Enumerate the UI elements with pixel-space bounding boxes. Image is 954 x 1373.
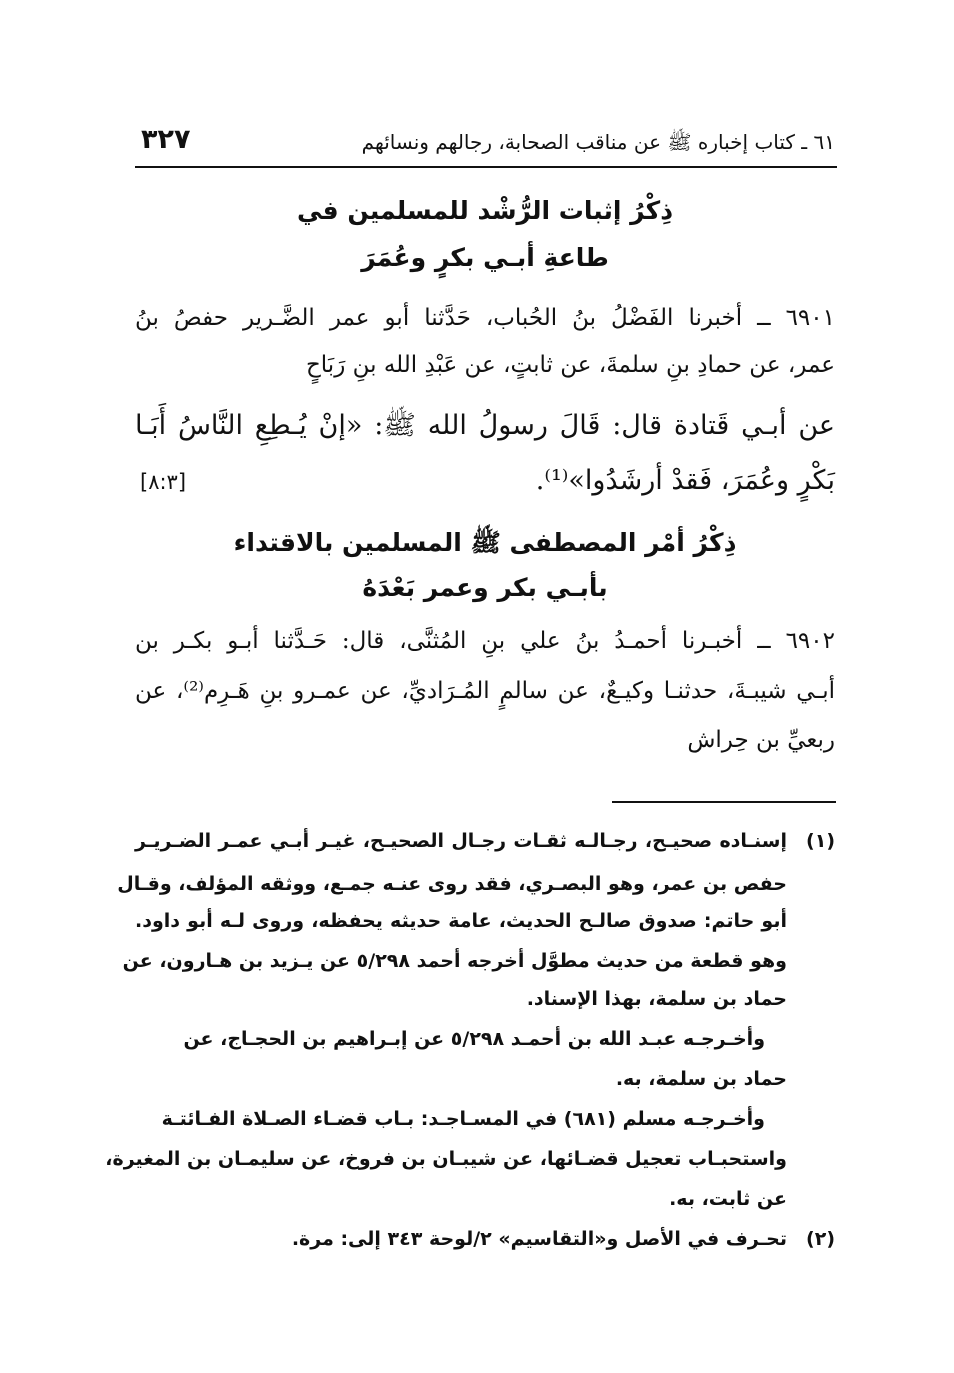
section-heading-2b: بأبـي بكر وعمر بَعْدَهُ <box>362 573 608 602</box>
footnote-1-para3-line3: عن ثابت، به. <box>669 1188 787 1210</box>
page-header <box>135 118 835 168</box>
hadith-6902-isnad-line3: ربعيِّ بن حِراش <box>687 727 835 753</box>
footnote-1-para3-line2: واستحبـاب تعجيل قضـائها، عن شيبـان بن فروخ، عن سليمـان بن المغيرة، <box>105 1148 787 1170</box>
footnote-1-marker: (١) <box>806 830 835 852</box>
hadith-6901-isnad-line2: عمر، عن حمادِ بنِ سلمةَ، عن ثابتٍ، عن عَبْدِ الله بنِ رَبَاحٍ <box>305 352 835 378</box>
hadith-6901-isnad-line1: ٦٩٠١ ــ أخبرنا الفَضْلُ بنُ الحُباب، حَدَّثنا أبو عمر الضَّـرير حفصُ بنُ <box>135 305 835 331</box>
footnote-1-line1: إسنـاده صحيـح، رجـالـه ثقـات رجـال الصحيـح، غيـر أبـي عمـر الضـريـر <box>135 830 787 852</box>
section-heading-1b: طاعةِ أبـي بكرٍ وعُمَرَ <box>361 243 609 272</box>
footnote-1-para2-line1: وأخـرجـه عبـد الله بن أحمـد ٥/٢٩٨ عن إبـراهيم بن الحجـاج، عن <box>183 1028 765 1050</box>
header-divider <box>135 166 837 168</box>
footnote-2-marker: (٢) <box>806 1228 835 1250</box>
hadith-6902-isnad-line1: ٦٩٠٢ ــ أخبـرنا أحمـدُ بنُ علي بنِ المُثنَّى، قال: حَـدَّثنا أبـو بكـر بن <box>135 628 835 654</box>
hadith-6901-matn-line2: بَكْرٍ وعُمَرَ، فَقدْ أرشَدُوا»⁽¹⁾. <box>535 465 835 496</box>
footnote-divider <box>612 801 836 803</box>
footnote-1-para2-line2: حماد بن سلمة، به. <box>615 1068 787 1090</box>
page-number: ٣٢٧ <box>141 124 191 155</box>
section-heading-1a: ذِكْرُ إثبات الرُّشْد للمسلمين في <box>296 196 674 225</box>
hadith-6901-matn-line1: عن أبـي قَتادة قال: قَالَ رسولُ الله ﷺ: «إنْ يُـطِعِ النَّاسُ أَبَـا <box>135 410 835 441</box>
footnote-2-text: تحـرف في الأصل و«التقاسيم» ٢/لوحة ٣٤٣ إلى: مرة. <box>291 1228 787 1250</box>
hadith-6902-isnad-line2: أبـي شيبـةَ، حدثنـا وكيـعٌ، عن سالمٍ المُـرَاديِّ، عن عمـرو بنِ هَـرِم⁽²⁾، عن <box>135 678 836 704</box>
footnote-1-line2: حفص بن عمر، وهو البصـري، فقد روى عنـه جمـع، ووثقه المؤلف، وقـال <box>117 873 787 895</box>
footnote-1-para3-line1: وأخـرجـه مسلم (٦٨١) في المسـاجـد: بـاب قضـاء الصـلاة الفـائتـة <box>161 1108 765 1130</box>
footnote-1-line4: وهو قطعة من حديث مطوَّل أخرجه أحمد ٥/٢٩٨ عن يـزيد بن هـارون، عن <box>122 950 787 972</box>
section-heading-2a: ذِكْرُ أمْر المصطفى ﷺ المسلمين بالاقتداء <box>233 528 737 557</box>
hadith-reference: [٨:٣] <box>140 470 187 494</box>
footnote-1-line3: أبو حاتم: صدوق صالـح الحديث، عامة حديثه يحفظه، وروى لـه أبو داود. <box>135 910 787 932</box>
running-title: ٦١ ـ كتاب إخباره ﷺ عن مناقب الصحابة، رجالهم ونسائهم <box>361 130 835 154</box>
footnote-1-line5: حماد بن سلمة، بهذا الإسناد. <box>526 988 787 1010</box>
